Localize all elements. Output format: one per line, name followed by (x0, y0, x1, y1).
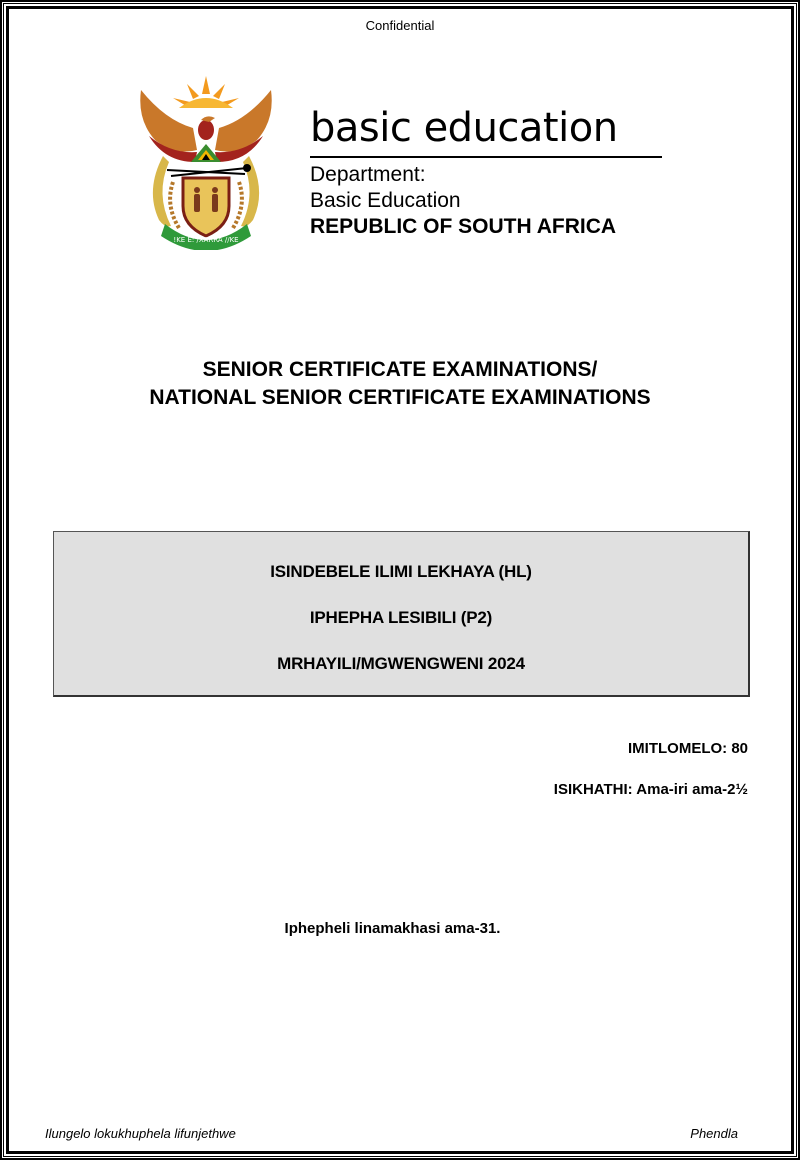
brand-divider (310, 156, 662, 158)
department-label: Department: (310, 163, 426, 186)
page-count-note: Iphepheli linamakhasi ama-31. (284, 920, 501, 937)
exam-title-line2: NATIONAL SENIOR CERTIFICATE EXAMINATIONS (149, 386, 651, 409)
subject-title: ISINDEBELE ILIMI LEKHAYA (HL) (270, 562, 532, 581)
department-name: Basic Education (310, 189, 461, 212)
turn-over-label: Phendla (690, 1126, 738, 1141)
exam-title-line1: SENIOR CERTIFICATE EXAMINATIONS/ (202, 358, 598, 381)
motto-text: !KE E: /XARRA //KE (173, 236, 239, 244)
exam-session: MRHAYILI/MGWENGWENI 2024 (277, 654, 525, 673)
exam-title (0, 356, 800, 412)
paper-number: IPHEPHA LESIBILI (P2) (309, 608, 493, 627)
department-branding (310, 104, 670, 240)
copyright-notice: Ilungelo lokukhuphela lifunjethwe (45, 1126, 236, 1141)
marks-label: IMITLOMELO: 80 (628, 740, 748, 757)
south-africa-coat-of-arms-icon (135, 70, 277, 250)
paper-info-box (53, 531, 750, 697)
brand-title: basic education (310, 105, 618, 151)
time-label: ISIKHATHI: Ama-iri ama-2½ (553, 781, 748, 798)
confidential-label: Confidential (365, 18, 435, 33)
country-name: REPUBLIC OF SOUTH AFRICA (310, 215, 617, 238)
